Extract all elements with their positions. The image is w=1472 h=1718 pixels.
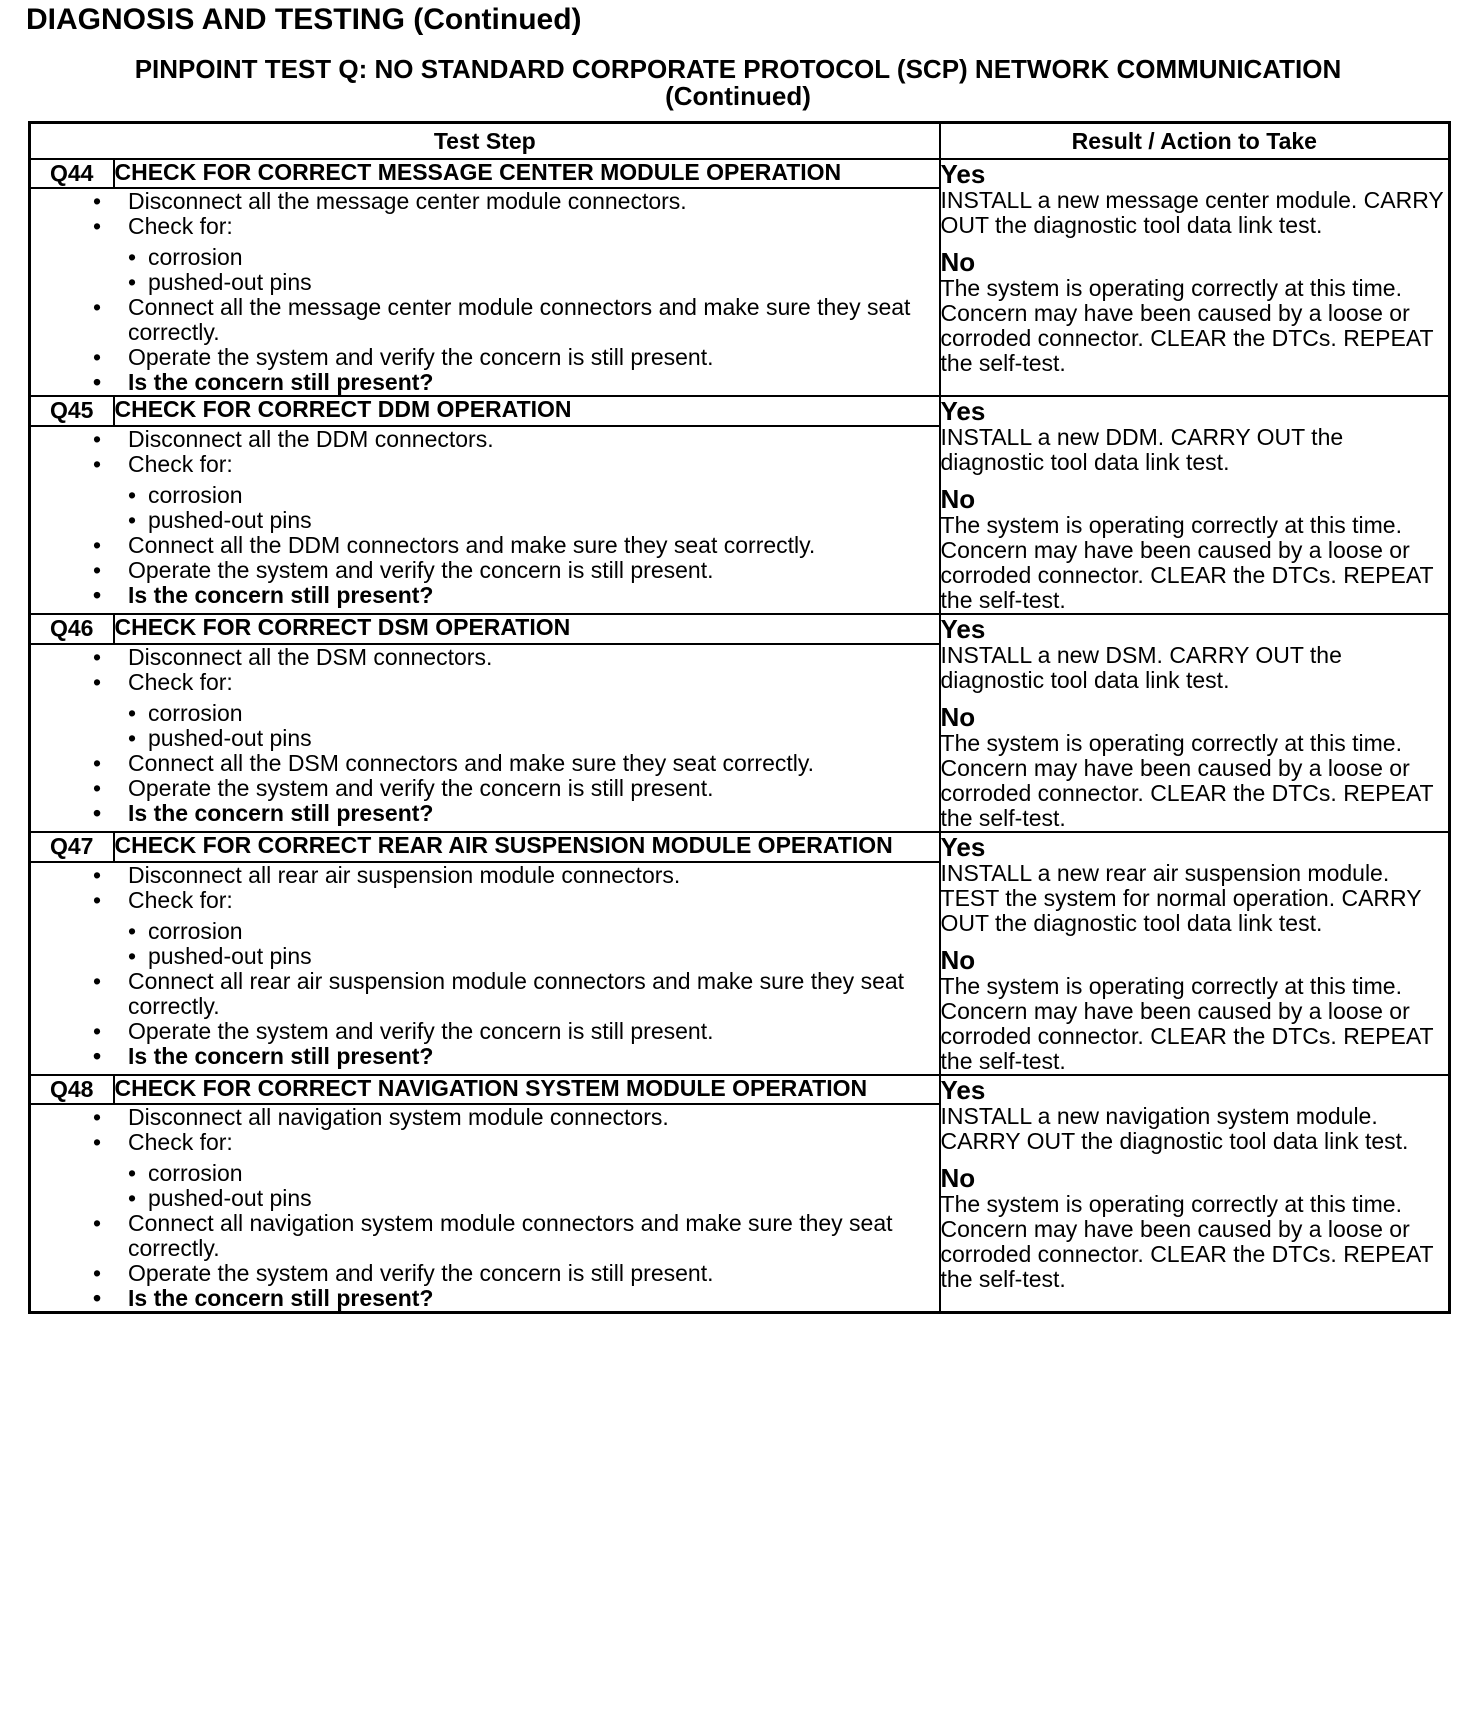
- action-item: [93, 967, 939, 1019]
- action-text: Operate the system and verify the concern is still present.: [128, 556, 714, 583]
- check-list: [128, 1161, 939, 1211]
- yes-label: Yes: [940, 1075, 986, 1105]
- step-title-row: [30, 614, 1450, 644]
- pinpoint-test-table: [28, 121, 1451, 1314]
- step-actions: [30, 644, 940, 832]
- yes-action: INSTALL a new DDM. CARRY OUT the diagnostic tool data link test.: [940, 424, 1344, 475]
- action-text: Is the concern still present?: [128, 1285, 434, 1311]
- bullet-icon: •: [93, 668, 102, 695]
- bullet-icon: •: [93, 531, 102, 558]
- yes-action: INSTALL a new message center module. CARRY OUT the diagnostic tool data link test.: [940, 187, 1444, 238]
- bullet-icon: •: [93, 369, 102, 395]
- action-text: Check for:: [128, 886, 233, 913]
- check-item: [128, 917, 939, 944]
- check-text: corrosion: [148, 481, 243, 508]
- action-text: Disconnect all the DSM connectors.: [128, 643, 493, 670]
- bullet-icon: •: [128, 481, 137, 508]
- yes-action: INSTALL a new rear air suspension module. TEST the system for normal operation. CARRY OUT the diagnostic tool data link test.: [940, 860, 1422, 936]
- action-text: Check for:: [128, 1129, 233, 1155]
- bullet-icon: •: [93, 1210, 102, 1236]
- yes-action: INSTALL a new navigation system module. CARRY OUT the diagnostic tool data link test.: [940, 1103, 1409, 1154]
- check-text: pushed-out pins: [148, 1185, 312, 1211]
- action-item: [93, 425, 939, 452]
- step-id: Q44: [30, 159, 114, 188]
- bullet-icon: •: [93, 581, 102, 608]
- action-item: [93, 450, 939, 533]
- no-label: No: [940, 1163, 976, 1193]
- bullet-icon: •: [93, 967, 102, 994]
- bullet-icon: •: [93, 774, 102, 801]
- check-text: corrosion: [148, 699, 243, 726]
- action-text: Connect all rear air suspension module connectors and make sure they seat correctly.: [128, 967, 905, 1019]
- step-title-row: [30, 832, 1450, 862]
- title-line-2: (Continued): [665, 81, 811, 111]
- bullet-icon: •: [93, 1129, 102, 1155]
- section-heading: DIAGNOSIS AND TESTING (Continued): [26, 3, 582, 36]
- test-steps: [30, 159, 1450, 1313]
- action-text: Connect all navigation system module connectors and make sure they seat correctly.: [128, 1210, 893, 1261]
- step-id: Q48: [30, 1075, 114, 1104]
- bullet-icon: •: [128, 699, 137, 726]
- action-question: [93, 581, 939, 608]
- action-list: [31, 1105, 939, 1311]
- action-list: [31, 645, 939, 826]
- action-text: Operate the system and verify the concern is still present.: [128, 1017, 714, 1044]
- action-question: [93, 1042, 939, 1069]
- action-text: Is the concern still present?: [128, 369, 434, 395]
- action-item: [93, 213, 939, 295]
- pinpoint-test-title: [28, 54, 1448, 111]
- column-header-test-step: Test Step: [30, 123, 940, 160]
- step-actions: [30, 188, 940, 396]
- bullet-icon: •: [128, 1185, 137, 1211]
- check-item: [128, 269, 939, 295]
- bullet-icon: •: [128, 917, 137, 944]
- action-text: Check for:: [128, 213, 233, 239]
- bullet-icon: •: [93, 1017, 102, 1044]
- step-actions: [30, 426, 940, 614]
- action-item: [93, 188, 939, 214]
- step-title: CHECK FOR CORRECT DDM OPERATION: [114, 396, 940, 426]
- bullet-icon: •: [93, 425, 102, 452]
- column-header-result: Result / Action to Take: [940, 123, 1450, 160]
- action-item: [93, 1129, 939, 1211]
- action-text: Check for:: [128, 668, 233, 695]
- check-list: [128, 483, 939, 533]
- action-item: [93, 749, 939, 776]
- check-text: pushed-out pins: [148, 506, 312, 533]
- bullet-icon: •: [93, 344, 102, 370]
- check-text: corrosion: [148, 917, 243, 944]
- action-text: Disconnect all navigation system module connectors.: [128, 1104, 669, 1130]
- check-item: [128, 1185, 939, 1211]
- check-list: [128, 701, 939, 751]
- bullet-icon: •: [93, 861, 102, 888]
- action-text: Is the concern still present?: [128, 799, 434, 826]
- step-title: CHECK FOR CORRECT NAVIGATION SYSTEM MODULE OPERATION: [114, 1075, 940, 1104]
- step-title-row: [30, 1075, 1450, 1104]
- bullet-icon: •: [128, 724, 137, 751]
- bullet-icon: •: [93, 1260, 102, 1286]
- step-result: [940, 1075, 1450, 1313]
- title-line-1: PINPOINT TEST Q: NO STANDARD CORPORATE PROTOCOL (SCP) NETWORK COMMUNICATION: [134, 54, 1342, 84]
- bullet-icon: •: [93, 556, 102, 583]
- bullet-icon: •: [93, 1285, 102, 1311]
- action-list: [31, 427, 939, 608]
- no-label: No: [940, 945, 976, 975]
- action-text: Connect all the message center module connectors and make sure they seat correctly.: [128, 294, 911, 345]
- yes-label: Yes: [940, 159, 986, 189]
- check-item: [128, 481, 939, 508]
- action-question: [93, 369, 939, 395]
- action-question: [93, 1285, 939, 1311]
- check-text: pushed-out pins: [148, 724, 312, 751]
- no-label: No: [940, 247, 976, 277]
- bullet-icon: •: [128, 244, 137, 270]
- step-title-row: [30, 396, 1450, 426]
- step-id: Q46: [30, 614, 114, 644]
- action-item: [93, 1017, 939, 1044]
- action-text: Is the concern still present?: [128, 581, 434, 608]
- action-list: [31, 863, 939, 1069]
- check-item: [128, 699, 939, 726]
- yes-label: Yes: [940, 832, 986, 862]
- no-label: No: [940, 484, 976, 514]
- action-text: Disconnect all the DDM connectors.: [128, 425, 494, 452]
- action-item: [93, 1260, 939, 1286]
- bullet-icon: •: [128, 1160, 137, 1186]
- check-item: [128, 244, 939, 270]
- action-question: [93, 799, 939, 826]
- action-item: [93, 1104, 939, 1130]
- step-result: [940, 396, 1450, 614]
- bullet-icon: •: [93, 799, 102, 826]
- step-title: CHECK FOR CORRECT DSM OPERATION: [114, 614, 940, 644]
- yes-action: INSTALL a new DSM. CARRY OUT the diagnostic tool data link test.: [940, 642, 1342, 693]
- action-item: [93, 668, 939, 751]
- step-id: Q45: [30, 396, 114, 426]
- bullet-icon: •: [93, 643, 102, 670]
- action-item: [93, 294, 939, 345]
- check-text: corrosion: [148, 1160, 243, 1186]
- bullet-icon: •: [93, 294, 102, 320]
- step-id: Q47: [30, 832, 114, 862]
- check-text: corrosion: [148, 244, 243, 270]
- action-item: [93, 531, 939, 558]
- step-actions: [30, 1104, 940, 1313]
- action-text: Disconnect all rear air suspension module connectors.: [128, 861, 681, 888]
- check-list: [128, 245, 939, 295]
- step-title: CHECK FOR CORRECT MESSAGE CENTER MODULE OPERATION: [114, 159, 940, 188]
- bullet-icon: •: [128, 942, 137, 969]
- no-action: The system is operating correctly at this time. Concern may have been caused by a loose or corroded connector. CLEAR the DTCs. REPEAT the self-test.: [940, 730, 1434, 831]
- step-title: CHECK FOR CORRECT REAR AIR SUSPENSION MODULE OPERATION: [114, 832, 940, 862]
- bullet-icon: •: [93, 213, 102, 239]
- check-item: [128, 506, 939, 533]
- action-item: [93, 556, 939, 583]
- check-text: pushed-out pins: [148, 269, 312, 295]
- action-text: Connect all the DDM connectors and make sure they seat correctly.: [128, 531, 816, 558]
- table-header-row: [30, 123, 1450, 160]
- action-item: [93, 643, 939, 670]
- no-action: The system is operating correctly at this time. Concern may have been caused by a loose or corroded connector. CLEAR the DTCs. REPEAT the self-test.: [940, 275, 1434, 376]
- step-result: [940, 159, 1450, 396]
- action-text: Check for:: [128, 450, 233, 477]
- bullet-icon: •: [93, 1104, 102, 1130]
- action-item: [93, 344, 939, 370]
- bullet-icon: •: [93, 1042, 102, 1069]
- action-text: Operate the system and verify the concern is still present.: [128, 774, 714, 801]
- action-text: Connect all the DSM connectors and make sure they seat correctly.: [128, 749, 815, 776]
- check-item: [128, 942, 939, 969]
- action-text: Operate the system and verify the concern is still present.: [128, 344, 714, 370]
- action-text: Is the concern still present?: [128, 1042, 434, 1069]
- action-item: [93, 774, 939, 801]
- check-item: [128, 724, 939, 751]
- bullet-icon: •: [93, 886, 102, 913]
- step-result: [940, 614, 1450, 832]
- action-list: [31, 189, 939, 395]
- step-actions: [30, 862, 940, 1075]
- yes-label: Yes: [940, 614, 986, 644]
- action-item: [93, 886, 939, 969]
- bullet-icon: •: [93, 450, 102, 477]
- check-list: [128, 919, 939, 969]
- check-text: pushed-out pins: [148, 942, 312, 969]
- action-text: Operate the system and verify the concern is still present.: [128, 1260, 714, 1286]
- bullet-icon: •: [93, 749, 102, 776]
- check-item: [128, 1160, 939, 1186]
- step-title-row: [30, 159, 1450, 188]
- step-result: [940, 832, 1450, 1075]
- yes-label: Yes: [940, 396, 986, 426]
- action-item: [93, 861, 939, 888]
- no-action: The system is operating correctly at this time. Concern may have been caused by a loose or corroded connector. CLEAR the DTCs. REPEAT the self-test.: [940, 512, 1434, 613]
- bullet-icon: •: [93, 188, 102, 214]
- no-action: The system is operating correctly at this time. Concern may have been caused by a loose or corroded connector. CLEAR the DTCs. REPEAT the self-test.: [940, 1191, 1434, 1292]
- no-action: The system is operating correctly at this time. Concern may have been caused by a loose or corroded connector. CLEAR the DTCs. REPEAT the self-test.: [940, 973, 1434, 1074]
- no-label: No: [940, 702, 976, 732]
- bullet-icon: •: [128, 269, 137, 295]
- bullet-icon: •: [128, 506, 137, 533]
- action-item: [93, 1210, 939, 1261]
- action-text: Disconnect all the message center module connectors.: [128, 188, 687, 214]
